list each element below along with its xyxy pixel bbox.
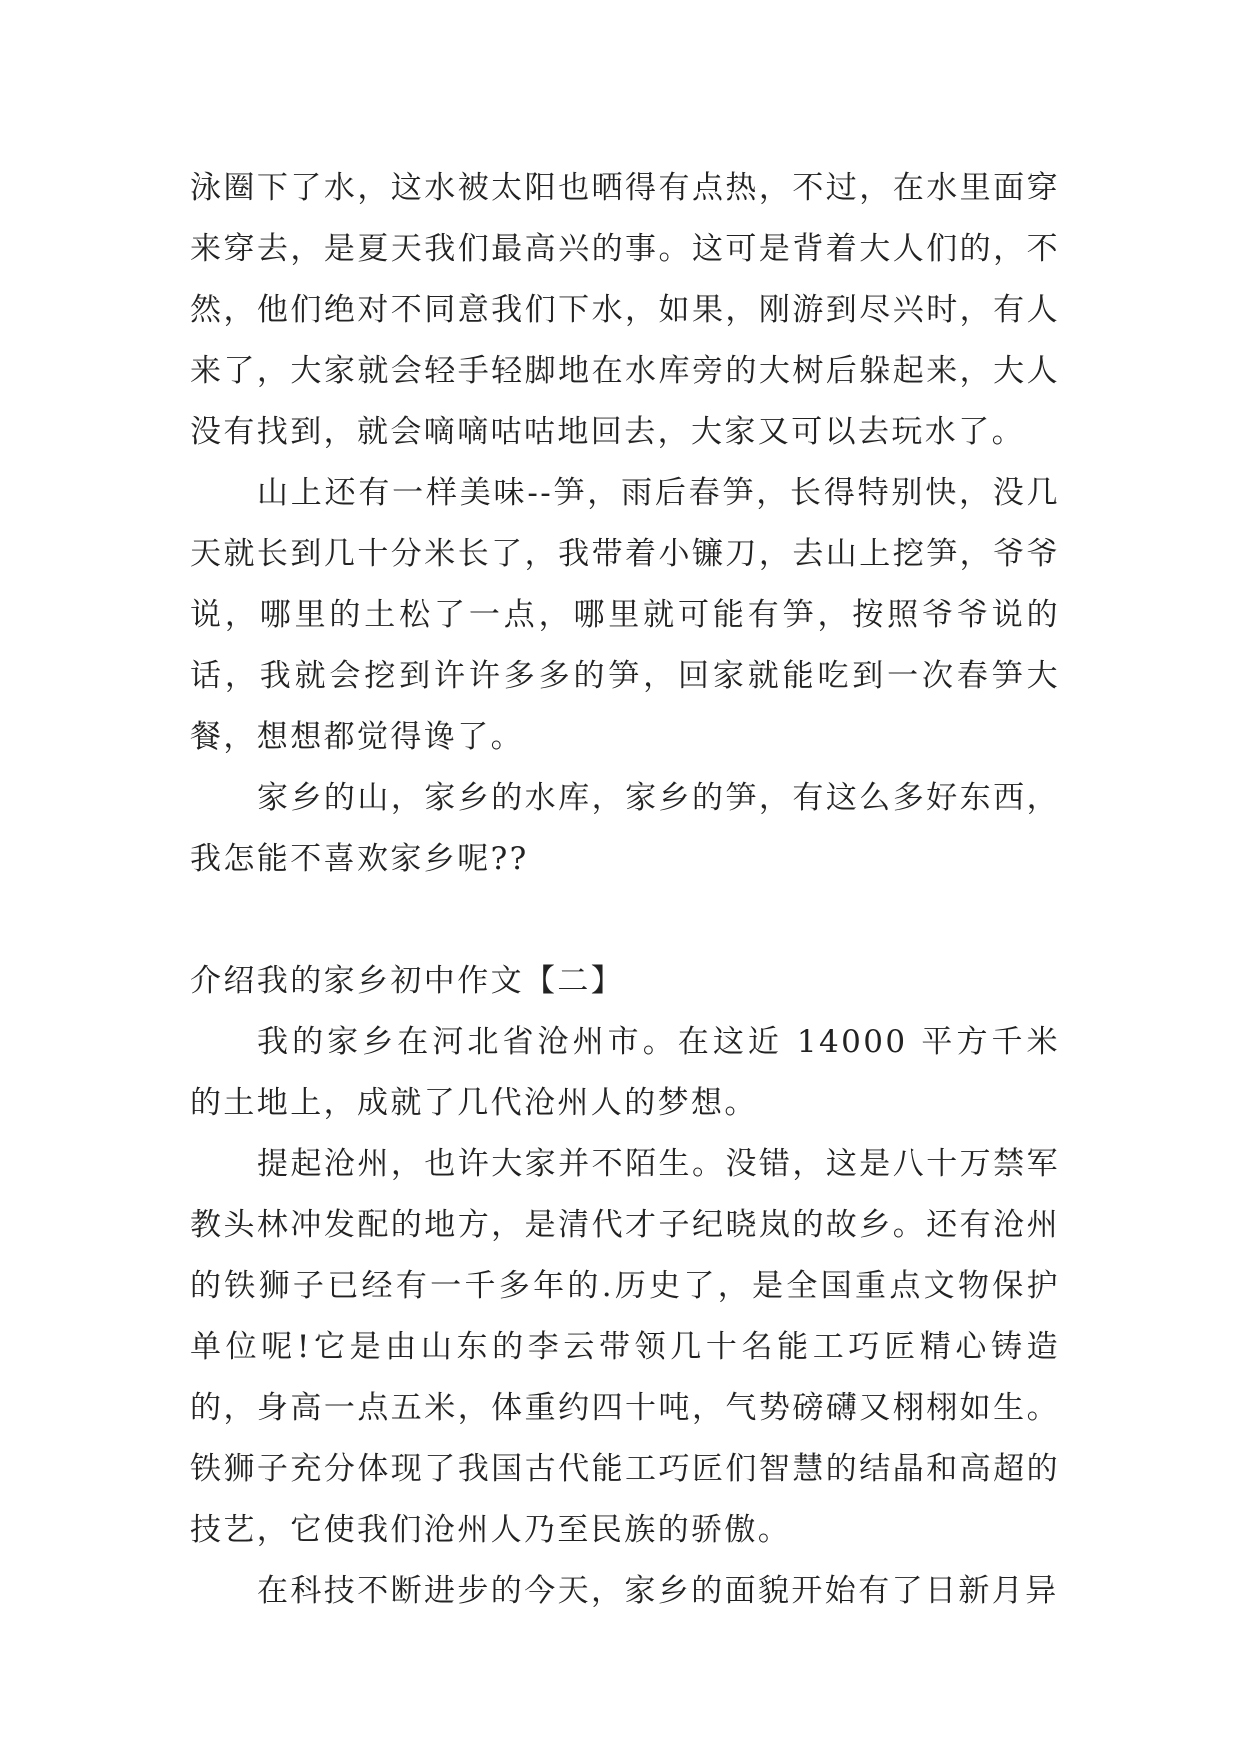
paragraph-bamboo-shoots: 山上还有一样美味--笋，雨后春笋，长得特别快，没几天就长到几十分米长了，我带着小镰刀，去山上挖笋，爷爷说，哪里的土松了一点，哪里就可能有笋，按照爷爷说的话，我就会挖到许许多多的笋，回家就能吃到一次春笋大餐，想想都觉得谗了。: [190, 475, 1060, 755]
section-heading: 介绍我的家乡初中作文【二】: [190, 963, 625, 999]
section-spacer: [190, 890, 1060, 951]
paragraph-hometown-love: 家乡的山，家乡的水库，家乡的笋，有这么多好东西，我怎能不喜欢家乡呢??: [190, 780, 1060, 877]
paragraph-swimming: 泳圈下了水，这水被太阳也晒得有点热，不过，在水里面穿来穿去，是夏天我们最高兴的事。这可是背着大人们的，不然，他们绝对不同意我们下水，如果，刚游到尽兴时，有人来了，大家就会轻手轻脚地在水库旁的大树后躲起来，大人没有找到，就会嘀嘀咕咕地回去，大家又可以去玩水了。: [190, 170, 1060, 450]
paragraph-cangzhou-intro: 我的家乡在河北省沧州市。在这近 14000 平方千米的土地上，成就了几代沧州人的梦想。: [190, 1024, 1060, 1121]
paragraph-iron-lion: 提起沧州，也许大家并不陌生。没错，这是八十万禁军教头林冲发配的地方，是清代才子纪晓岚的故乡。还有沧州的铁狮子已经有一千多年的.历史了，是全国重点文物保护单位呢!它是由山东的李云带领几十名能工巧匠精心铸造的，身高一点五米，体重约四十吨，气势磅礴又栩栩如生。铁狮子充分体现了我国古代能工巧匠们智慧的结晶和高超的技艺，它使我们沧州人乃至民族的骄傲。: [190, 1146, 1060, 1548]
paragraph-technology: 在科技不断进步的今天，家乡的面貌开始有了日新月异: [257, 1573, 1059, 1609]
document-body: [190, 158, 1060, 1622]
